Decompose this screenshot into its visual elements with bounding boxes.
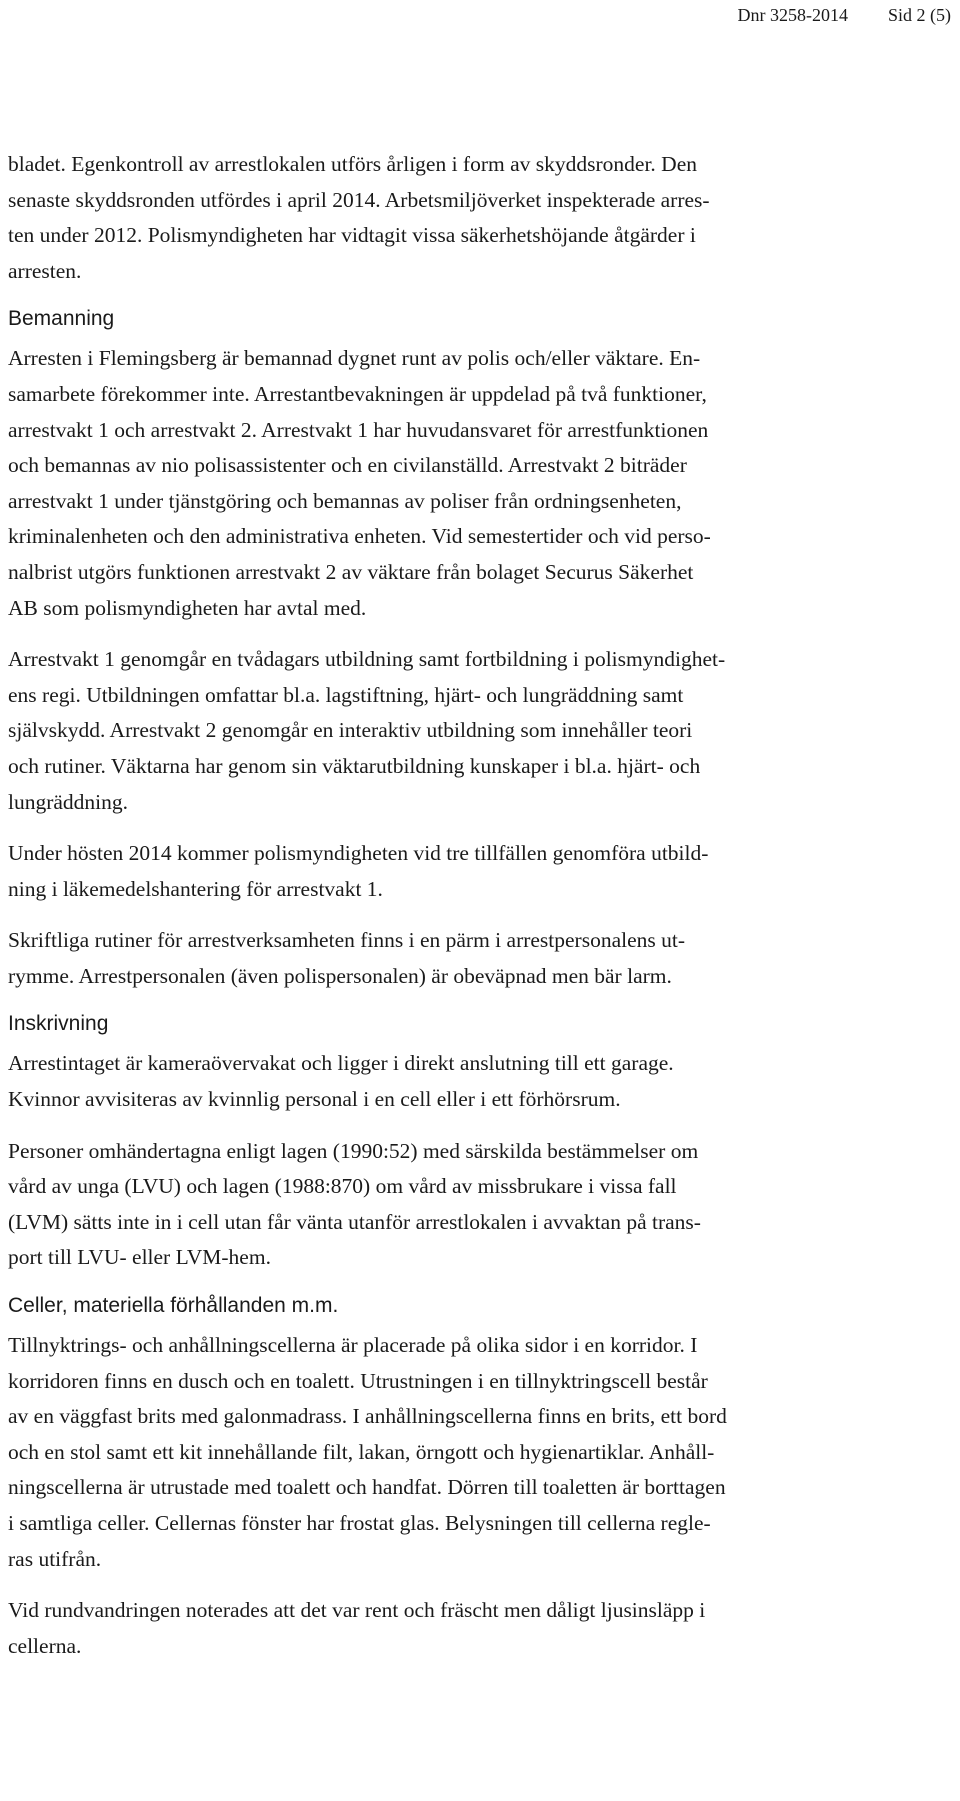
text-line: Tillnyktrings- och anhållningscellerna är placerade på olika sidor i en korridor. I — [8, 1333, 698, 1358]
paragraph-bemanning-4 — [8, 923, 938, 994]
text-line: Arresten i Flemingsberg är bemannad dygnet runt av polis och/eller väktare. En- — [8, 346, 701, 371]
paragraph-inskrivning-1 — [8, 1046, 938, 1117]
text-line: självskydd. Arrestvakt 2 genomgår en interaktiv utbildning som innehåller teori — [8, 718, 693, 743]
text-line: cellerna. — [8, 1633, 82, 1658]
text-line: samarbete förekommer inte. Arrestantbevakningen är uppdelad på två funktioner, — [8, 381, 707, 406]
text-line: vård av unga (LVU) och lagen (1988:870) om vård av missbrukare i vissa fall — [8, 1174, 677, 1199]
document-body — [8, 147, 938, 1664]
text-line: port till LVU- eller LVM-hem. — [8, 1245, 271, 1270]
text-line: Kvinnor avvisiteras av kvinnlig personal i en cell eller i ett förhörsrum. — [8, 1087, 621, 1112]
paragraph-bemanning-1 — [8, 341, 938, 626]
text-line: senaste skyddsronden utfördes i april 2014. Arbetsmiljöverket inspekterade arres- — [8, 187, 710, 212]
text-line: kriminalenheten och den administrativa enheten. Vid semestertider och vid perso- — [8, 524, 711, 549]
paragraph-celler-2 — [8, 1593, 938, 1664]
section-heading-bemanning: Bemanning — [8, 307, 115, 331]
paragraph-inskrivning-2 — [8, 1134, 938, 1276]
text-line: Skriftliga rutiner för arrestverksamheten finns i en pärm i arrestpersonalens ut- — [8, 928, 686, 953]
section-heading-celler: Celler, materiella förhållanden m.m. — [8, 1294, 339, 1318]
text-line: av en väggfast brits med galonmadrass. I anhållningscellerna finns en brits, ett bord — [8, 1404, 727, 1429]
text-line: och bemannas av nio polisassistenter och en civilanställd. Arrestvakt 2 biträder — [8, 453, 687, 478]
paragraph-celler-1 — [8, 1328, 938, 1577]
text-line: och rutiner. Väktarna har genom sin väktarutbildning kunskaper i bl.a. hjärt- och — [8, 753, 701, 778]
text-line: lungräddning. — [8, 789, 129, 814]
text-line: arresten. — [8, 258, 82, 283]
text-line: rymme. Arrestpersonalen (även polispersonalen) är obeväpnad men bär larm. — [8, 963, 672, 988]
text-line: ten under 2012. Polismyndigheten har vidtagit vissa säkerhetshöjande åtgärder i — [8, 223, 696, 248]
text-line: Arrestvakt 1 genomgår en tvådagars utbildning samt fortbildning i polismyndighet- — [8, 647, 726, 672]
text-line: Under hösten 2014 kommer polismyndigheten vid tre tillfällen genomföra utbild- — [8, 841, 709, 866]
text-line: AB som polismyndigheten har avtal med. — [8, 595, 367, 620]
text-line: Vid rundvandringen noterades att det var rent och fräscht men dåligt ljusinsläpp i — [8, 1598, 706, 1623]
text-line: i samtliga celler. Cellernas fönster har frostat glas. Belysningen till cellerna regle- — [8, 1511, 711, 1535]
text-line: bladet. Egenkontroll av arrestlokalen utförs årligen i form av skyddsronder. Den — [8, 152, 697, 176]
page-number: Sid 2 (5) — [888, 5, 951, 25]
text-line: arrestvakt 1 och arrestvakt 2. Arrestvakt 1 har huvudansvaret för arrestfunktionen — [8, 417, 709, 442]
text-line: och en stol samt ett kit innehållande filt, lakan, örngott och hygienartiklar. Anhåll- — [8, 1439, 715, 1464]
text-line: Personer omhändertagna enligt lagen (1990:52) med särskilda bestämmelser om — [8, 1138, 699, 1163]
text-line: ens regi. Utbildningen omfattar bl.a. lagstiftning, hjärt- och lungräddning samt — [8, 682, 684, 707]
document-number: Dnr 3258-2014 — [737, 5, 848, 25]
text-line: ras utifrån. — [8, 1546, 102, 1571]
text-line: ning i läkemedelshantering för arrestvakt 1. — [8, 876, 383, 901]
paragraph-bemanning-2 — [8, 642, 938, 820]
text-line: ningscellerna är utrustade med toalett och handfat. Dörren till toaletten är borttagen — [8, 1475, 726, 1500]
text-line: nalbrist utgörs funktionen arrestvakt 2 av väktare från bolaget Securus Säkerhet — [8, 559, 694, 584]
paragraph-bemanning-3 — [8, 836, 938, 907]
text-line: (LVM) sätts inte in i cell utan får vänta utanför arrestlokalen i avvaktan på trans- — [8, 1209, 701, 1234]
section-heading-inskrivning: Inskrivning — [8, 1012, 109, 1036]
text-line: korridoren finns en dusch och en toalett. Utrustningen i en tillnyktringscell består — [8, 1368, 708, 1393]
text-line: arrestvakt 1 under tjänstgöring och bemannas av poliser från ordningsenheten, — [8, 488, 682, 513]
paragraph-intro — [8, 147, 938, 289]
text-line: Arrestintaget är kameraövervakat och ligger i direkt anslutning till ett garage. — [8, 1051, 674, 1076]
page-header — [738, 0, 952, 30]
